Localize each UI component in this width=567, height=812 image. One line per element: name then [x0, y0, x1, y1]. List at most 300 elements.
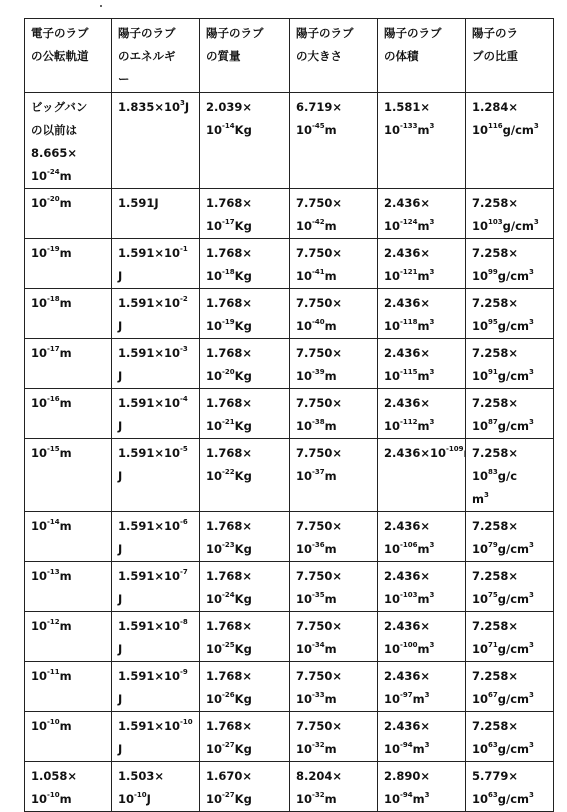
- cell-text: 1.591×10: [118, 719, 181, 733]
- cell-line: [31, 96, 107, 119]
- cell-line: [118, 415, 195, 438]
- cell-line: [118, 515, 195, 538]
- cell-text: 10: [296, 542, 313, 556]
- cell-line: [296, 192, 373, 215]
- table-body: [25, 93, 554, 812]
- cell-line: [296, 365, 373, 388]
- cell-text: Kg: [234, 469, 252, 483]
- cell-line: [384, 415, 461, 438]
- exponent: 83: [488, 468, 498, 476]
- exponent: 87: [488, 418, 498, 426]
- cell-line: [472, 588, 549, 611]
- cell-text: 10: [296, 123, 313, 137]
- cell-text: g/cm: [497, 592, 529, 606]
- cell-text: Kg: [234, 369, 252, 383]
- cell-text: Kg: [234, 419, 252, 433]
- cell-text: 7.258×: [472, 519, 519, 533]
- cell-line: [118, 392, 195, 415]
- exponent: 3: [429, 641, 435, 649]
- cell-text: Kg: [234, 742, 252, 756]
- cell-line: [206, 615, 285, 638]
- table-cell: [466, 93, 554, 189]
- cell-line: [206, 788, 285, 811]
- cell-text: g/cm: [497, 269, 529, 283]
- exponent: -41: [312, 268, 325, 276]
- table-cell: [112, 512, 200, 562]
- cell-line: [384, 788, 461, 811]
- table-cell: [112, 239, 200, 289]
- cell-line: [206, 738, 285, 761]
- exponent: 3: [529, 318, 534, 326]
- cell-line: [296, 119, 373, 142]
- cell-text: J: [118, 742, 123, 756]
- cell-text: 2.436×10: [384, 446, 447, 460]
- cell-line: [384, 265, 461, 288]
- cell-text: 7.258×: [472, 296, 519, 310]
- table-cell: [112, 562, 200, 612]
- cell-line: [296, 588, 373, 611]
- cell-text: 10: [472, 592, 489, 606]
- cell-text: 1.768×: [206, 619, 253, 633]
- table-cell: [290, 389, 378, 439]
- cell-text: 7.750×: [296, 519, 343, 533]
- exponent: 3: [533, 218, 539, 226]
- table-cell: [200, 439, 290, 512]
- cell-text: 2.436×: [384, 519, 431, 533]
- table-row: [25, 439, 554, 512]
- cell-text: m: [59, 519, 72, 533]
- exponent: -11: [47, 668, 60, 676]
- cell-text: m: [417, 269, 430, 283]
- table-row: [25, 612, 554, 662]
- exponent: -115: [400, 368, 418, 376]
- exponent: 3: [429, 591, 435, 599]
- table-cell: [112, 389, 200, 439]
- exponent: -12: [47, 618, 60, 626]
- cell-text: 1.768×: [206, 669, 253, 683]
- table-cell: [290, 189, 378, 239]
- exponent: -13: [47, 568, 60, 576]
- cell-line: [472, 538, 549, 561]
- cell-line: [31, 615, 107, 638]
- cell-text: Kg: [234, 219, 252, 233]
- cell-text: 2.039×: [206, 100, 253, 114]
- cell-text: m: [324, 542, 337, 556]
- exponent: -38: [312, 418, 325, 426]
- exponent: -20: [47, 195, 60, 203]
- cell-line: [384, 738, 461, 761]
- header-text: 陽子のラブ: [206, 26, 264, 40]
- table-cell: [200, 612, 290, 662]
- cell-text: m: [59, 169, 72, 183]
- cell-text: m: [417, 219, 430, 233]
- cell-text: Kg: [234, 269, 252, 283]
- cell-text: g/cm: [502, 219, 534, 233]
- exponent: 3: [429, 418, 435, 426]
- exponent: -97: [400, 691, 413, 699]
- exponent: -106: [400, 541, 418, 549]
- exponent: 3: [529, 418, 534, 426]
- cell-text: 7.750×: [296, 619, 343, 633]
- exponent: -23: [222, 541, 235, 549]
- cell-line: [384, 665, 461, 688]
- table-cell: [378, 389, 466, 439]
- exponent: 3: [529, 691, 534, 699]
- cell-line: [118, 638, 195, 661]
- table-cell: [200, 662, 290, 712]
- cell-text: 1.591×10: [118, 569, 181, 583]
- column-header: [112, 19, 200, 93]
- exponent: -42: [312, 218, 325, 226]
- cell-text: J: [184, 100, 190, 114]
- table-cell: [378, 512, 466, 562]
- header-text: ー: [118, 72, 130, 86]
- exponent: -17: [47, 345, 60, 353]
- cell-line: [31, 119, 107, 142]
- cell-line: [472, 515, 549, 538]
- cell-text: 10: [31, 446, 48, 460]
- cell-text: 10: [384, 219, 401, 233]
- cell-text: 10: [296, 369, 313, 383]
- exponent: 103: [488, 218, 503, 226]
- stray-dot: [100, 5, 102, 7]
- table-cell: [466, 562, 554, 612]
- cell-text: 1.768×: [206, 396, 253, 410]
- table-row: [25, 189, 554, 239]
- cell-text: m: [412, 692, 425, 706]
- exponent: -7: [180, 568, 188, 576]
- table-row: [25, 389, 554, 439]
- cell-line: [384, 515, 461, 538]
- cell-line: [31, 342, 107, 365]
- cell-text: 7.750×: [296, 719, 343, 733]
- column-header: [200, 19, 290, 93]
- table-cell: [25, 93, 112, 189]
- table-cell: [378, 239, 466, 289]
- table-cell: [25, 612, 112, 662]
- table-cell: [112, 712, 200, 762]
- cell-text: g/cm: [497, 642, 529, 656]
- cell-line: [472, 315, 549, 338]
- exponent: -27: [222, 791, 235, 799]
- cell-text: m: [324, 792, 337, 806]
- cell-text: 5.779×: [472, 769, 519, 783]
- cell-text: J: [118, 419, 123, 433]
- table-cell: [290, 512, 378, 562]
- cell-text: 2.436×: [384, 396, 431, 410]
- cell-line: [31, 192, 107, 215]
- cell-text: 10: [118, 792, 135, 806]
- cell-text: 2.436×: [384, 669, 431, 683]
- cell-line: [31, 392, 107, 415]
- cell-text: 1.768×: [206, 569, 253, 583]
- cell-text: 1.591×10: [118, 519, 181, 533]
- cell-text: J: [146, 792, 151, 806]
- cell-text: 2.436×: [384, 346, 431, 360]
- cell-line: [206, 342, 285, 365]
- cell-text: 10: [206, 792, 223, 806]
- exponent: -1: [180, 245, 188, 253]
- table-cell: [378, 189, 466, 239]
- cell-line: [31, 142, 107, 165]
- cell-text: Kg: [234, 792, 252, 806]
- cell-text: m: [472, 492, 484, 506]
- cell-line: [206, 265, 285, 288]
- exponent: -15: [47, 445, 60, 453]
- cell-text: m: [59, 619, 72, 633]
- exponent: -19: [222, 318, 235, 326]
- cell-text: 7.750×: [296, 296, 343, 310]
- cell-text: 10: [472, 219, 489, 233]
- exponent: -124: [400, 218, 418, 226]
- header-text: のエネルギ: [118, 49, 176, 63]
- cell-text: 1.591×10: [118, 296, 181, 310]
- cell-text: ビッグバン: [31, 100, 88, 114]
- cell-text: 10: [296, 269, 313, 283]
- exponent: -4: [180, 395, 188, 403]
- cell-text: m: [417, 369, 430, 383]
- exponent: -118: [400, 318, 418, 326]
- cell-text: J: [118, 319, 123, 333]
- cell-text: 10: [206, 692, 223, 706]
- cell-line: [206, 465, 285, 488]
- cell-line: [118, 565, 195, 588]
- cell-text: 10: [472, 742, 489, 756]
- exponent: 91: [488, 368, 498, 376]
- cell-text: g/cm: [497, 542, 529, 556]
- header-text: 陽子のラブ: [118, 26, 176, 40]
- cell-line: [118, 442, 195, 465]
- cell-line: [472, 488, 549, 511]
- cell-text: 7.258×: [472, 196, 519, 210]
- cell-text: 1.768×: [206, 296, 253, 310]
- table-cell: [466, 389, 554, 439]
- cell-text: 10: [206, 319, 223, 333]
- cell-line: [296, 615, 373, 638]
- cell-text: 10: [296, 642, 313, 656]
- exponent: -5: [180, 445, 188, 453]
- cell-text: m: [417, 319, 430, 333]
- cell-line: [206, 96, 285, 119]
- exponent: 3: [424, 791, 430, 799]
- exponent: 3: [429, 218, 435, 226]
- table-cell: [25, 662, 112, 712]
- cell-line: [296, 738, 373, 761]
- exponent: -17: [222, 218, 235, 226]
- cell-line: [384, 192, 461, 215]
- cell-line: [118, 665, 195, 688]
- table-cell: [200, 93, 290, 189]
- exponent: -39: [312, 368, 325, 376]
- cell-text: 10: [31, 246, 48, 260]
- exponent: -18: [222, 268, 235, 276]
- cell-text: m: [59, 346, 72, 360]
- exponent: -10: [47, 718, 60, 726]
- header-text: の体積: [384, 49, 419, 63]
- table-row: [25, 712, 554, 762]
- exponent: 3: [529, 591, 534, 599]
- cell-text: 7.258×: [472, 569, 519, 583]
- cell-text: m: [417, 542, 430, 556]
- cell-text: 2.436×: [384, 296, 431, 310]
- cell-text: 10: [206, 419, 223, 433]
- cell-text: 1.768×: [206, 196, 253, 210]
- cell-text: 1.835×10: [118, 100, 181, 114]
- cell-text: 10: [31, 396, 48, 410]
- exponent: -20: [222, 368, 235, 376]
- cell-line: [472, 565, 549, 588]
- table-row: [25, 512, 554, 562]
- table-cell: [378, 439, 466, 512]
- cell-text: 10: [384, 592, 401, 606]
- exponent: -24: [222, 591, 235, 599]
- cell-line: [206, 415, 285, 438]
- column-header: [25, 19, 112, 93]
- cell-text: の以前は: [31, 123, 77, 137]
- header-text: 陽子のラブ: [296, 26, 354, 40]
- cell-text: 8.204×: [296, 769, 343, 783]
- cell-line: [296, 392, 373, 415]
- table-cell: [466, 189, 554, 239]
- cell-line: [296, 215, 373, 238]
- cell-text: Kg: [234, 642, 252, 656]
- cell-text: g/cm: [497, 742, 529, 756]
- cell-line: [206, 688, 285, 711]
- table-cell: [290, 662, 378, 712]
- table-cell: [25, 389, 112, 439]
- exponent: 79: [488, 541, 498, 549]
- cell-line: [472, 765, 549, 788]
- cell-text: 10: [31, 569, 48, 583]
- cell-text: 10: [384, 123, 401, 137]
- cell-text: 1.591×10: [118, 446, 181, 460]
- cell-line: [296, 515, 373, 538]
- cell-line: [206, 588, 285, 611]
- exponent: 3: [429, 122, 435, 130]
- cell-line: [118, 688, 195, 711]
- cell-line: [118, 315, 195, 338]
- cell-line: [384, 615, 461, 638]
- cell-line: [384, 588, 461, 611]
- cell-text: 1.503×: [118, 769, 165, 783]
- table-cell: [290, 339, 378, 389]
- cell-text: 1.284×: [472, 100, 519, 114]
- cell-text: 10: [384, 319, 401, 333]
- cell-line: [31, 442, 107, 465]
- cell-text: Kg: [234, 319, 252, 333]
- header-text: ブの比重: [472, 49, 518, 63]
- cell-line: [384, 715, 461, 738]
- table-cell: [290, 562, 378, 612]
- exponent: -10: [134, 791, 147, 799]
- cell-text: m: [324, 123, 337, 137]
- exponent: 3: [429, 368, 435, 376]
- cell-text: Kg: [234, 542, 252, 556]
- cell-line: [118, 242, 195, 265]
- column-header: [378, 19, 466, 93]
- cell-text: m: [417, 592, 430, 606]
- cell-line: [31, 665, 107, 688]
- header-row: [25, 19, 554, 93]
- cell-line: [118, 96, 195, 119]
- cell-line: [31, 765, 107, 788]
- cell-text: 2.436×: [384, 246, 431, 260]
- table-cell: [200, 239, 290, 289]
- exponent: 3: [180, 99, 185, 107]
- cell-text: 10: [31, 196, 48, 210]
- table-cell: [290, 762, 378, 812]
- column-header: [290, 19, 378, 93]
- cell-text: 7.258×: [472, 246, 519, 260]
- cell-line: [472, 365, 549, 388]
- table-cell: [25, 562, 112, 612]
- cell-line: [206, 665, 285, 688]
- cell-text: 10: [31, 669, 48, 683]
- cell-line: [296, 788, 373, 811]
- table-cell: [200, 712, 290, 762]
- cell-line: [206, 242, 285, 265]
- header-text: の大きさ: [296, 49, 342, 63]
- cell-text: g/cm: [497, 792, 529, 806]
- cell-text: 2.436×: [384, 569, 431, 583]
- cell-text: 10: [384, 792, 401, 806]
- table-cell: [112, 439, 200, 512]
- table-cell: [378, 662, 466, 712]
- exponent: -14: [222, 122, 235, 130]
- exponent: -19: [47, 245, 60, 253]
- cell-text: m: [417, 419, 430, 433]
- cell-line: [384, 242, 461, 265]
- cell-text: m: [324, 469, 337, 483]
- cell-text: 10: [384, 742, 401, 756]
- table-cell: [25, 439, 112, 512]
- exponent: -100: [400, 641, 418, 649]
- cell-text: 10: [206, 123, 223, 137]
- exponent: -22: [222, 468, 235, 476]
- cell-text: 10: [472, 692, 489, 706]
- cell-line: [384, 365, 461, 388]
- cell-line: [472, 615, 549, 638]
- exponent: 3: [429, 268, 435, 276]
- table-cell: [25, 339, 112, 389]
- cell-text: 10: [31, 719, 48, 733]
- exponent: -40: [312, 318, 325, 326]
- exponent: -103: [400, 591, 418, 599]
- cell-text: m: [324, 419, 337, 433]
- cell-text: 10: [206, 269, 223, 283]
- cell-line: [31, 292, 107, 315]
- cell-text: g/cm: [497, 419, 529, 433]
- table-cell: [378, 562, 466, 612]
- exponent: 63: [488, 791, 498, 799]
- cell-line: [118, 588, 195, 611]
- cell-text: 10: [31, 792, 48, 806]
- exponent: -32: [312, 741, 325, 749]
- table-cell: [25, 512, 112, 562]
- table-cell: [466, 339, 554, 389]
- cell-text: g/cm: [497, 692, 529, 706]
- cell-text: 2.436×: [384, 619, 431, 633]
- cell-text: Kg: [234, 592, 252, 606]
- table-row: [25, 239, 554, 289]
- table-cell: [466, 662, 554, 712]
- exponent: 3: [533, 122, 539, 130]
- cell-text: 1.591×10: [118, 669, 181, 683]
- cell-text: 10: [472, 419, 489, 433]
- cell-text: 7.258×: [472, 396, 519, 410]
- cell-text: m: [59, 569, 72, 583]
- cell-line: [118, 765, 195, 788]
